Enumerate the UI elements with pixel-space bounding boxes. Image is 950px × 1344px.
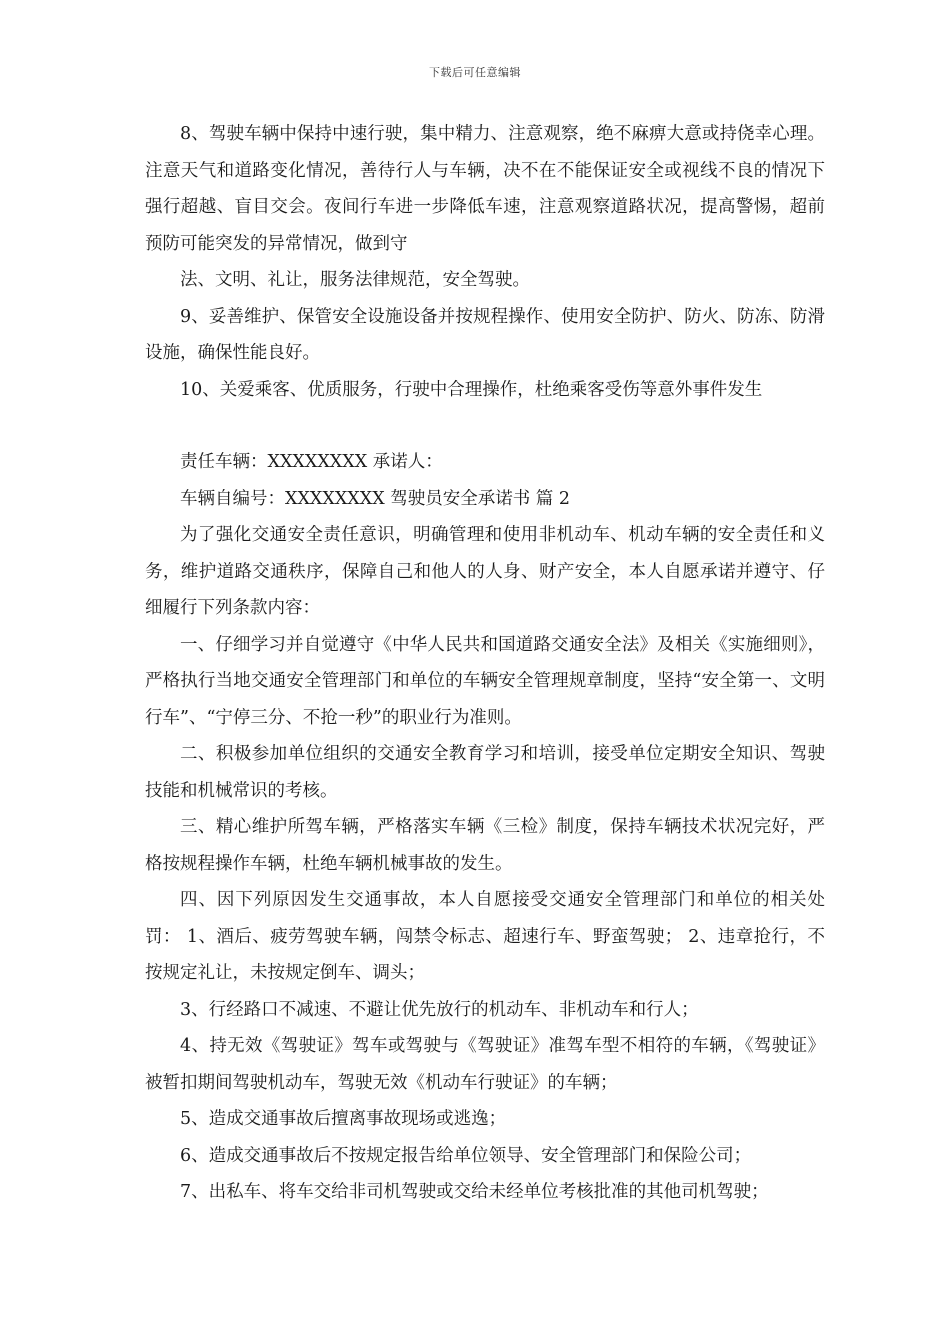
paragraph-item-10: 10、关爱乘客、优质服务，行驶中合理操作，杜绝乘客受伤等意外事件发生	[180, 379, 763, 400]
document-body	[145, 116, 825, 1211]
clause-three: 三、精心维护所驾车辆，严格落实车辆《三检》制度，保持车辆技术状况完好，严格按规程操作车辆，杜绝车辆机械事故的发生。	[145, 817, 825, 874]
paragraph-item-8-continued: 法、文明、礼让，服务法律规范，安全驾驶。	[180, 270, 530, 290]
responsible-vehicle-line: 责任车辆：XXXXXXXX 承诺人：	[180, 452, 443, 472]
sub-item-6: 6、造成交通事故后不按规定报告给单位领导、安全管理部门和保险公司；	[180, 1145, 752, 1166]
clause-two: 二、积极参加单位组织的交通安全教育学习和培训，接受单位定期安全知识、驾驶技能和机械常识的考核。	[145, 744, 825, 801]
clause-four: 四、因下列原因发生交通事故，本人自愿接受交通安全管理部门和单位的相关处罚： 1、酒后、疲劳驾驶车辆，闯禁令标志、超速行车、野蛮驾驶； 2、违章抢行，不按规定礼让，未按规定倒车、调头；	[145, 890, 825, 983]
sub-item-5: 5、造成交通事故后擅离事故现场或逃逸；	[180, 1109, 507, 1129]
paragraph-gap	[145, 408, 825, 444]
clause-one: 一、仔细学习并自觉遵守《中华人民共和国道路交通安全法》及相关《实施细则》，严格执行当地交通安全管理部门和单位的车辆安全管理规章制度，坚持“安全第一、文明行车”、“宁停三分、不抢一秒”的职业行为准则。	[145, 634, 825, 728]
vehicle-number-line: 车辆自编号：XXXXXXXX 驾驶员安全承诺书 篇 2	[180, 488, 570, 509]
page-header: 下载后可任意编辑	[429, 66, 521, 79]
paragraph-item-8: 8、驾驶车辆中保持中速行驶，集中精力、注意观察，绝不麻痹大意或持侥幸心理。注意天气和道路变化情况，善待行人与车辆，决不在不能保证安全或视线不良的情况下强行超越、盲目交会。夜间行车进一步降低车速，注意观察道路状况，提高警惕，超前预防可能突发的异常情况，做到守	[145, 124, 825, 254]
intro-paragraph: 为了强化交通安全责任意识，明确管理和使用非机动车、机动车辆的安全责任和义务，维护道路交通秩序，保障自己和他人的人身、财产安全，本人自愿承诺并遵守、仔细履行下列条款内容：	[145, 525, 825, 618]
sub-item-4: 4、持无效《驾驶证》驾车或驾驶与《驾驶证》准驾车型不相符的车辆，《驾驶证》被暂扣期间驾驶机动车，驾驶无效《机动车行驶证》的车辆；	[145, 1036, 825, 1093]
sub-item-7: 7、出私车、将车交给非司机驾驶或交给未经单位考核批准的其他司机驾驶；	[180, 1182, 769, 1202]
sub-item-3: 3、行经路口不减速、不避让优先放行的机动车、非机动车和行人；	[180, 999, 699, 1020]
paragraph-item-9: 9、妥善维护、保管安全设施设备并按规程操作、使用安全防护、防火、防冻、防滑设施，确保性能良好。	[145, 306, 825, 363]
